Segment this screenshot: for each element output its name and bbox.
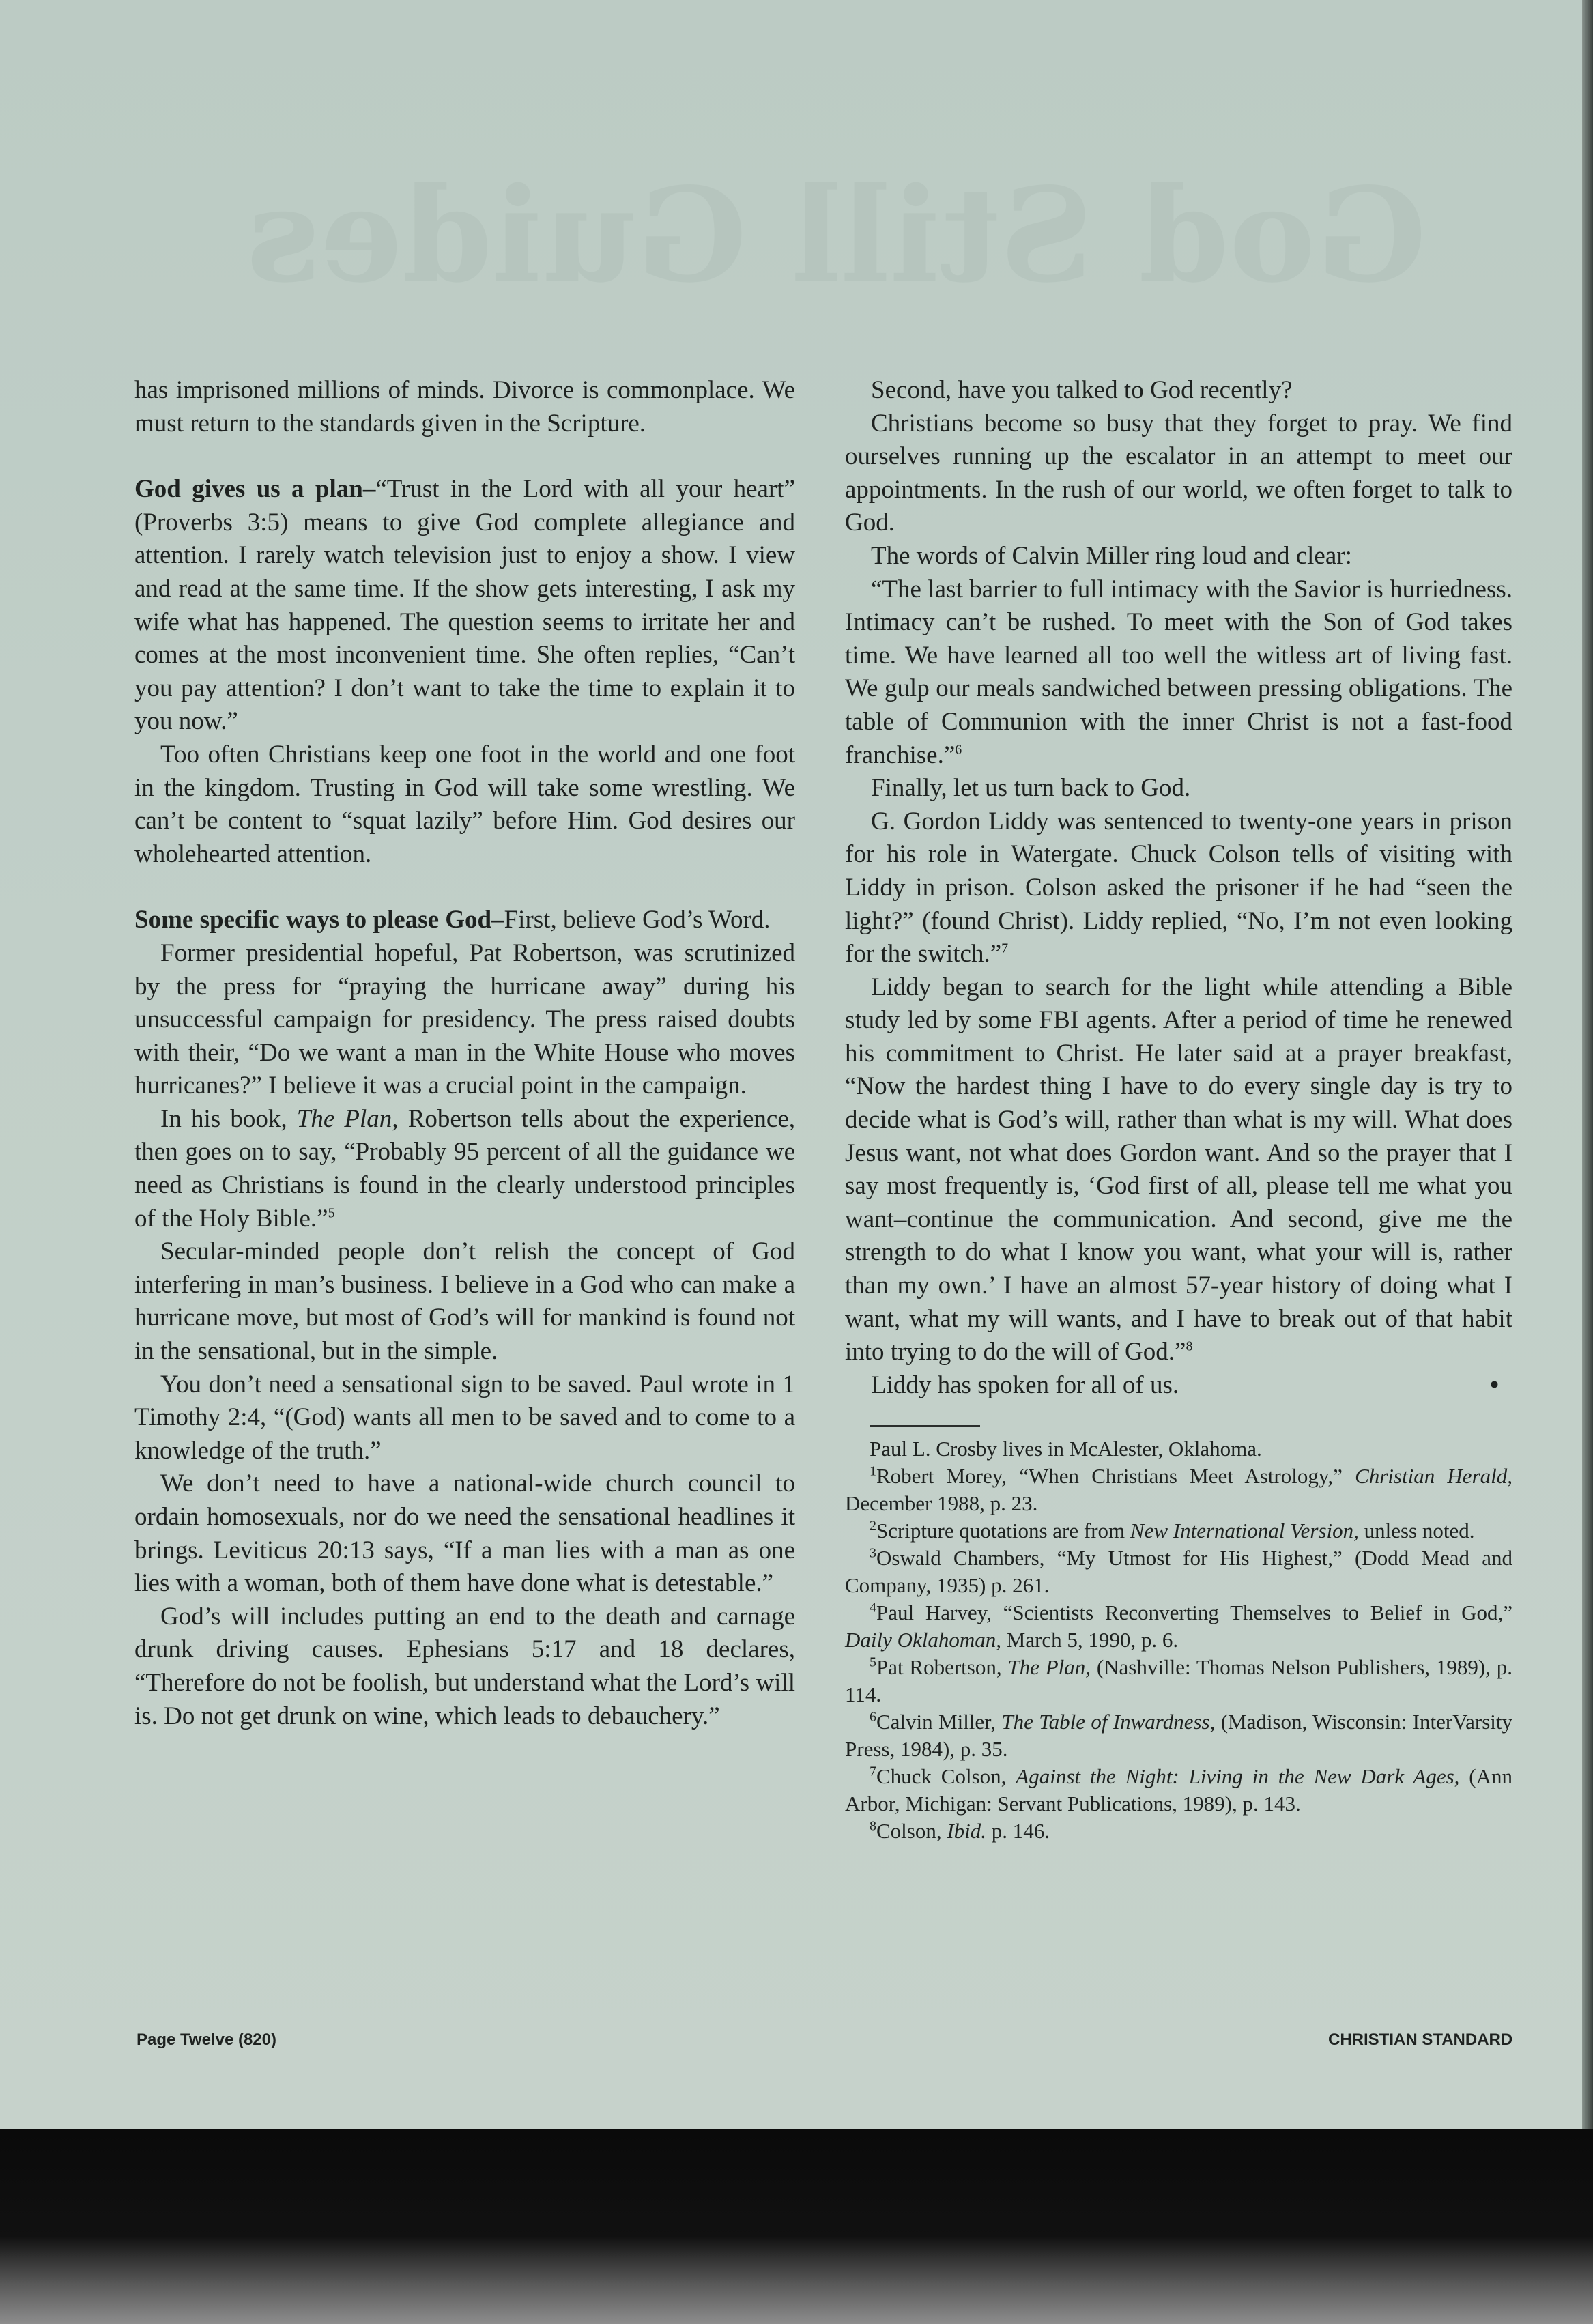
footnote xyxy=(845,1763,1512,1818)
footnote-text: Scripture quotations are from xyxy=(876,1519,1130,1543)
footnote-number: 3 xyxy=(870,1546,876,1562)
footnote-text: Chuck Colson, xyxy=(876,1764,1016,1789)
section-heading: God gives us a plan– xyxy=(134,475,376,504)
paragraph-text: G. Gordon Liddy was sentenced to twenty-one years in prison for his role in Watergate. Chuck Colson tells of visiting with Liddy in prison. Colson asked the prisoner if he had “seen the light?” (found Christ). Liddy replied, “No, I’m not even looking for the switch.” xyxy=(845,807,1512,969)
end-mark: • xyxy=(1490,1371,1499,1399)
footnote-ref: 8 xyxy=(1186,1338,1193,1354)
paragraph-text: Liddy began to search for the light while attending a Bible study led by some FBI agents. After a period of time he renewed his commitment to Christ. He later said at a prayer breakfast, “Now the hardest thing I have to do every single day is try to decide what is God’s will, rather than what is my will. What does Jesus want, not what does Gordon want. And so the prayer that I say most frequently is, ‘God first of all, please tell me what you want–continue the communication. And second, give me the strength to do what I know you want, what your will is, rather than my own.’ I have an almost 57-year history of doing what I want, what my will wants, and I have to break out of that habit into trying to do the will of God.” xyxy=(845,973,1512,1366)
paragraph-text: In his book, xyxy=(160,1104,297,1133)
author-note: Paul L. Crosby lives in McAlester, Oklahoma. xyxy=(870,1437,1262,1461)
paragraph xyxy=(845,573,1512,773)
footnote-text: (Nashville: Thomas Nelson Publishers, 1989), p. 114. xyxy=(845,1655,1512,1707)
paragraph xyxy=(134,473,795,738)
footnote xyxy=(845,1517,1512,1545)
footnote-number: 7 xyxy=(870,1764,876,1780)
footnote-title: The Plan, xyxy=(1007,1655,1091,1680)
footnote-text: Oswald Chambers, “My Utmost for His Highest,” (Dodd Mead and Company, 1935) p. 261. xyxy=(845,1546,1512,1598)
footnote-title: Ibid. xyxy=(947,1819,987,1844)
paragraph xyxy=(845,971,1512,1369)
paragraph-text: First, believe God’s Word. xyxy=(504,906,771,934)
paragraph xyxy=(845,1369,1512,1403)
paragraph: Secular-minded people don’t relish the concept of God interfering in man’s business. I believe in a God who can make a hurricane move, but most of God’s will for mankind is found not in the sensational, but in the simple. xyxy=(134,1237,795,1366)
footnote-title: Christian Herald, xyxy=(1355,1464,1512,1489)
section-heading: Some specific ways to please God– xyxy=(134,906,504,934)
footnote-text: Pat Robertson, xyxy=(876,1655,1008,1680)
paragraph: Former presidential hopeful, Pat Robertson, was scrutinized by the press for “praying the hurricane away” during his unsuccessful campaign for presidency. The press raised doubts with their, “Do we want a man in the White House who moves hurricanes?” I believe it was a crucial point in the campaign. xyxy=(134,938,795,1100)
footnote xyxy=(845,1818,1512,1845)
footnote-ref: 6 xyxy=(955,742,962,758)
scanner-background xyxy=(0,2129,1593,2324)
left-column xyxy=(134,374,795,1733)
publication-name: CHRISTIAN STANDARD xyxy=(1328,2031,1513,2049)
footnote-text: December 1988, p. 23. xyxy=(845,1491,1038,1516)
footnote-number: 4 xyxy=(870,1601,876,1616)
footnote-text: unless noted. xyxy=(1358,1519,1475,1543)
paragraph: Christians become so busy that they forget to pray. We find ourselves running up the escalator in an attempt to meet our appointments. In the rush of our world, we often forget to talk to God. xyxy=(845,409,1512,537)
paragraph: Second, have you talked to God recently? xyxy=(871,376,1293,404)
paragraph: God’s will includes putting an end to the death and carnage drunk driving causes. Ephesians 5:17 and 18 declares, “Therefore do not be foolish, but understand what the Lord’s will is. Do not get drunk on wine, which leads to debauchery.” xyxy=(134,1602,795,1730)
footnote-ref: 7 xyxy=(1001,941,1009,956)
paragraph xyxy=(134,904,795,937)
footnote-number: 2 xyxy=(870,1519,876,1534)
footnote-divider xyxy=(870,1425,980,1427)
footnotes xyxy=(845,1435,1512,1845)
footnote xyxy=(845,1708,1512,1763)
paragraph: has imprisoned millions of minds. Divorce is commonplace. We must return to the standards given in the Scripture. xyxy=(134,376,795,437)
footnote xyxy=(845,1654,1512,1708)
paragraph xyxy=(845,805,1512,971)
paragraph: We don’t need to have a national-wide church council to ordain homosexuals, nor do we need the sensational headlines it brings. Leviticus 20:13 says, “If a man lies with a man as one lies with a woman, both of them have done what is detestable.” xyxy=(134,1469,795,1598)
quote-text: “The last barrier to full intimacy with the Savior is hurriedness. Intimacy can’t be rushed. To meet with the Son of God takes time. We have learned all too well the witless art of living fast. We gulp our meals sandwiched between pressing obligations. The table of Communion with the inner Christ is not a fast-food franchise.” xyxy=(845,575,1512,769)
footnote-number: 5 xyxy=(870,1655,876,1671)
footnote-number: 1 xyxy=(870,1464,876,1480)
footnote-title: Daily Oklahoman, xyxy=(845,1628,1002,1652)
paragraph: Finally, let us turn back to God. xyxy=(871,774,1191,803)
footnote-text: Colson, xyxy=(876,1819,947,1844)
footnote xyxy=(845,1463,1512,1517)
paragraph-text: Liddy has spoken for all of us. xyxy=(871,1371,1179,1399)
footnote-title: Against the Night: Living in the New Dark Ages, xyxy=(1016,1764,1460,1789)
footnote-title: The Table of Inwardness, xyxy=(1001,1710,1216,1734)
paragraph: Too often Christians keep one foot in the world and one foot in the kingdom. Trusting in God will take some wrestling. We can’t be content to “squat lazily” before Him. God desires our wholehearted attention. xyxy=(134,740,795,868)
page-number: Page Twelve (820) xyxy=(137,2031,276,2049)
footnote-text: Paul Harvey, “Scientists Reconverting Themselves to Belief in God,” xyxy=(876,1601,1512,1625)
page-edge xyxy=(1582,0,1593,2129)
footnote xyxy=(845,1545,1512,1599)
footnote-ref: 5 xyxy=(328,1205,335,1221)
paragraph: The words of Calvin Miller ring loud and clear: xyxy=(871,541,1352,570)
paragraph xyxy=(134,1103,795,1235)
show-through-heading: God Still Guides xyxy=(246,160,1426,311)
footnote-number: 8 xyxy=(870,1819,876,1835)
footnote xyxy=(845,1599,1512,1654)
footnote-text: Robert Morey, “When Christians Meet Astrology,” xyxy=(876,1464,1355,1489)
right-column xyxy=(845,374,1512,1845)
footnote-number: 6 xyxy=(870,1710,876,1725)
paragraph-text: “Trust in the Lord with all your heart” (Proverbs 3:5) means to give God complete allegiance and attention. I rarely watch television just to enjoy a show. I view and read at the same time. If the show gets interesting, I ask my wife what has happened. The question seems to irritate her and comes at the most inconvenient time. She often replies, “Can’t you pay attention? I don’t want to take the time to explain it to you now.” xyxy=(134,475,795,736)
footnote-title: New International Version, xyxy=(1130,1519,1359,1543)
book-title: The Plan, xyxy=(296,1104,399,1133)
footnote-text: Calvin Miller, xyxy=(876,1710,1002,1734)
footnote-text: (Ann Arbor, Michigan: Servant Publications, 1989), p. 143. xyxy=(845,1764,1513,1816)
footnote-text: (Madison, Wisconsin: InterVarsity Press, 1984), p. 35. xyxy=(845,1710,1512,1762)
paragraph: You don’t need a sensational sign to be saved. Paul wrote in 1 Timothy 2:4, “(God) wants all men to be saved and to come to a knowledge of the truth.” xyxy=(134,1370,795,1465)
paragraph-text: Robertson tells about the experience, then goes on to say, “Probably 95 percent of all the guidance we need as Christians is found in the clearly understood principles of the Holy Bible.” xyxy=(134,1104,795,1233)
footnote-text: March 5, 1990, p. 6. xyxy=(1001,1628,1179,1652)
footnote-text: p. 146. xyxy=(986,1819,1050,1844)
